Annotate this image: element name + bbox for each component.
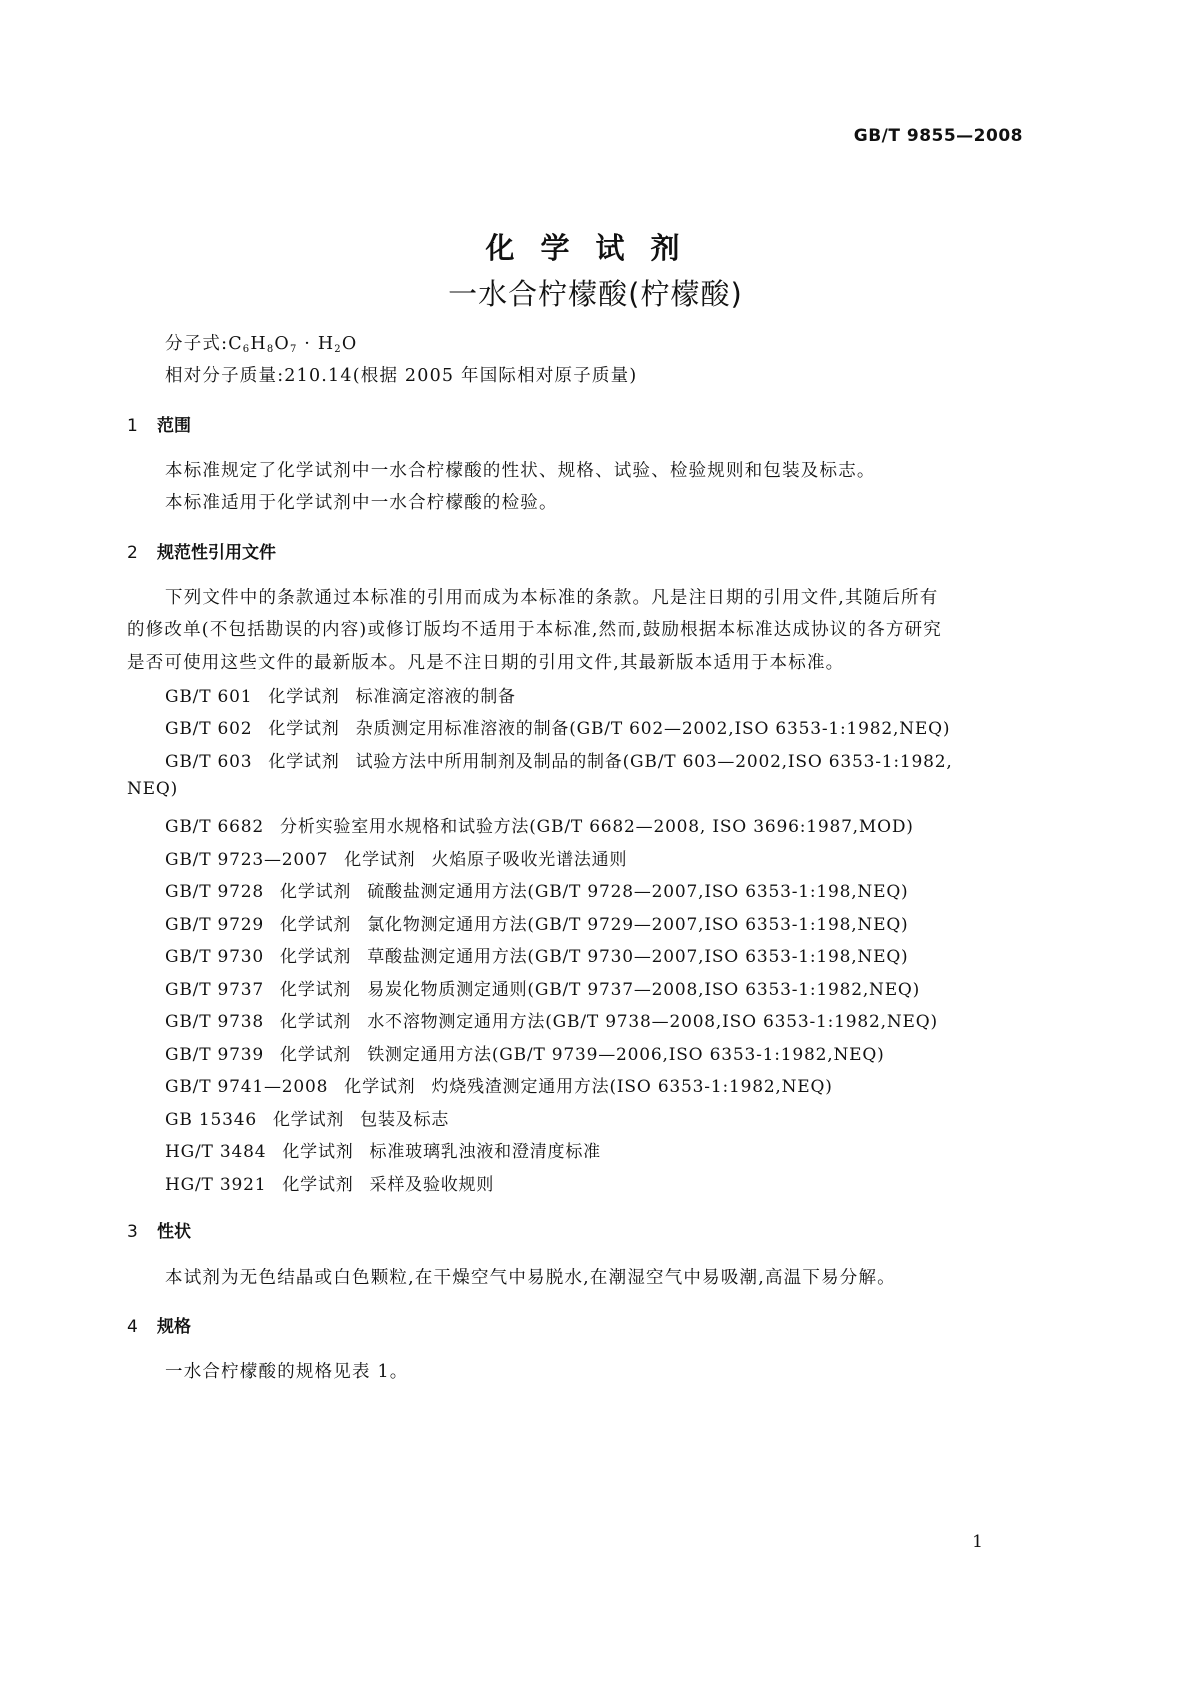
- reference-item: GB/T 9723—2007 化学试剂 火焰原子吸收光谱法通则: [165, 850, 628, 870]
- section-1-heading: 1 范围: [127, 416, 191, 436]
- reference-item: GB/T 9738 化学试剂 水不溶物测定通用方法(GB/T 9738—2008,ISO 6353-1:1982,NEQ): [165, 1012, 938, 1032]
- reference-item: GB/T 9729 化学试剂 氯化物测定通用方法(GB/T 9729—2007,ISO 6353-1:198,NEQ): [165, 915, 909, 935]
- section-1-paragraph-1: 本标准规定了化学试剂中一水合柠檬酸的性状、规格、试验、检验规则和包装及标志。: [165, 461, 876, 481]
- document-title-line2: 一水合柠檬酸(柠檬酸): [448, 277, 743, 311]
- reference-item-continuation: NEQ): [127, 779, 179, 799]
- reference-item: GB/T 603 化学试剂 试验方法中所用制剂及制品的制备(GB/T 603—2002,ISO 6353-1:1982,: [165, 752, 953, 772]
- document-title-line1: 化学试剂: [485, 231, 706, 265]
- reference-item: GB 15346 化学试剂 包装及标志: [165, 1110, 450, 1130]
- standard-number: GB/T 9855—2008: [853, 126, 1023, 146]
- section-2-intro-line-1: 下列文件中的条款通过本标准的引用而成为本标准的条款。凡是注日期的引用文件,其随后所有: [165, 588, 939, 608]
- reference-item: HG/T 3921 化学试剂 采样及验收规则: [165, 1175, 495, 1195]
- reference-item: GB/T 601 化学试剂 标准滴定溶液的制备: [165, 687, 516, 707]
- section-3-paragraph: 本试剂为无色结晶或白色颗粒,在干燥空气中易脱水,在潮湿空气中易吸潮,高温下易分解。: [165, 1268, 896, 1288]
- reference-item: GB/T 9739 化学试剂 铁测定通用方法(GB/T 9739—2006,ISO 6353-1:1982,NEQ): [165, 1045, 885, 1065]
- reference-item: GB/T 6682 分析实验室用水规格和试验方法(GB/T 6682—2008, ISO 3696:1987,MOD): [165, 817, 914, 837]
- section-4-heading: 4 规格: [127, 1317, 191, 1337]
- section-2-intro-line-3: 是否可使用这些文件的最新版本。凡是不注日期的引用文件,其最新版本适用于本标准。: [127, 653, 845, 673]
- page-number: 1: [972, 1532, 983, 1552]
- section-2-heading: 2 规范性引用文件: [127, 543, 276, 563]
- reference-item: GB/T 602 化学试剂 杂质测定用标准溶液的制备(GB/T 602—2002,ISO 6353-1:1982,NEQ): [165, 719, 951, 739]
- molecular-formula: 分子式$:C_6H_8O_7 \cdot H_2O$: [165, 334, 358, 355]
- section-3-heading: 3 性状: [127, 1222, 191, 1242]
- reference-item: GB/T 9728 化学试剂 硫酸盐测定通用方法(GB/T 9728—2007,ISO 6353-1:198,NEQ): [165, 882, 909, 902]
- section-4-paragraph: 一水合柠檬酸的规格见表 1。: [165, 1362, 409, 1382]
- reference-item: GB/T 9741—2008 化学试剂 灼烧残渣测定通用方法(ISO 6353-1:1982,NEQ): [165, 1077, 833, 1097]
- reference-item: GB/T 9737 化学试剂 易炭化物质测定通则(GB/T 9737—2008,ISO 6353-1:1982,NEQ): [165, 980, 921, 1000]
- reference-item: HG/T 3484 化学试剂 标准玻璃乳浊液和澄清度标准: [165, 1142, 601, 1162]
- section-2-intro-line-2: 的修改单(不包括勘误的内容)或修订版均不适用于本标准,然而,鼓励根据本标准达成协议的各方研究: [127, 620, 942, 640]
- reference-item: GB/T 9730 化学试剂 草酸盐测定通用方法(GB/T 9730—2007,ISO 6353-1:198,NEQ): [165, 947, 909, 967]
- section-1-paragraph-2: 本标准适用于化学试剂中一水合柠檬酸的检验。: [165, 493, 558, 513]
- molar-mass: 相对分子质量:210.14(根据 2005 年国际相对原子质量): [165, 366, 638, 386]
